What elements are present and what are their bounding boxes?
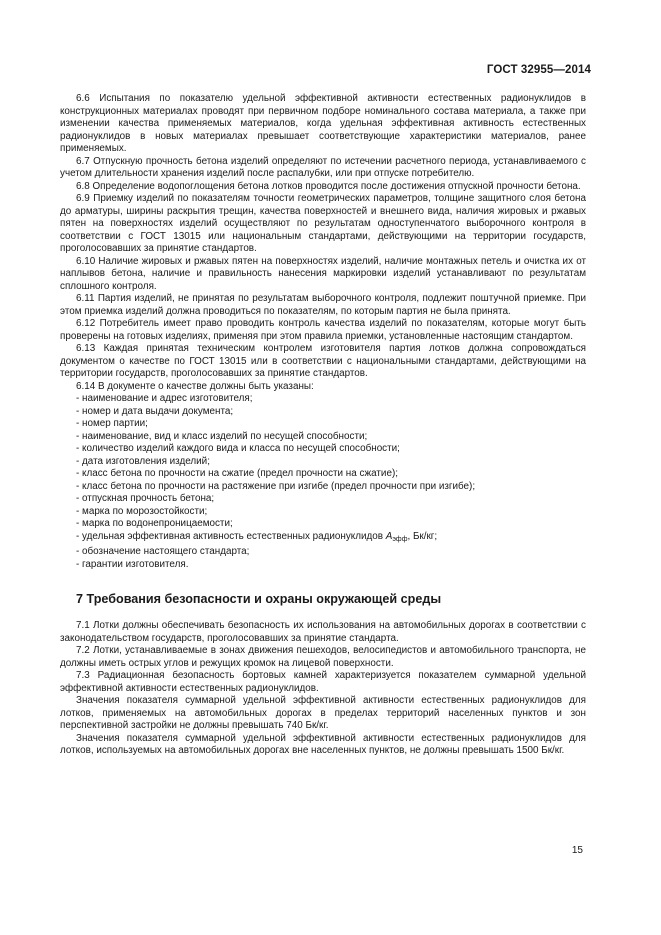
list-item-activity [60,531,586,547]
paragraph-6-7: 6.7 Отпускную прочность бетона изделий определяют по истечении расчетного периода, устанавливаемого с учетом длительности хранения изделий после распалубки, или при отпуске потребителю. [60,155,586,179]
list-item: - марка по морозостойкости; [76,505,208,517]
paragraph-6-6: 6.6 Испытания по показателю удельной эффективной активности естественных радионуклидов в конструкционных материалах проводят при первичном подборе номинального состава материала, а также при изменении качества применяемых материалов, когда удельная эффективная активность естественных радионуклидов в новых материалах превышает соответствующие характеристики материалов, ранее применяемых. [60,93,586,154]
activity-suffix: , Бк/кг; [407,530,438,542]
paragraph-6-10: 6.10 Наличие жировых и ржавых пятен на поверхностях изделий, наличие монтажных петель и очистка их от наплывов бетона, наличие и правильность нанесения маркировки изделий устанавливают по результатам сплошного контроля. [60,255,586,292]
document-code-header: ГОСТ 32955—2014 [486,64,591,76]
list-item: - номер и дата выдачи документа; [76,405,234,417]
paragraph-7-1: 7.1 Лотки должны обеспечивать безопасность их использования на автомобильных дорогах в соответствии с законодательством государств, проголосовавших за принятие стандарта. [60,620,586,644]
list-item: - наименование, вид и класс изделий по несущей способности; [76,430,368,442]
activity-symbol: A [385,530,393,542]
paragraph-6-11: 6.11 Партия изделий, не принятая по результатам выборочного контроля, подлежит поштучной приемке. При этом приемка изделий должна проводиться по показателям, по которым партия не была принята. [60,293,586,317]
list-item: - количество изделий каждого вида и класса по несущей способности; [76,443,400,454]
paragraph-7-3-values-rural: Значения показателя суммарной удельной эффективной активности естественных радионуклидов для лотков, используемых на автомобильных дорогах вне населенных пунктов, не должны превышать 1500 Бк/кг. [60,732,586,756]
paragraph-6-8: 6.8 Определение водопоглощения бетона лотков проводится после достижения отпускной прочности бетона. [76,180,581,192]
paragraph-6-13: 6.13 Каждая принятая техническим контролем изготовителя партия лотков должна сопровождаться документом о качестве по ГОСТ 13015 или в соответствии с национальными стандартами, действующими на территории государств, проголосовавших за принятие стандартов. [60,343,586,379]
paragraph-7-2: 7.2 Лотки, устанавливаемые в зонах движения пешеходов, велосипедистов и автомобильного транспорта, не должны иметь острых углов и режущих кромок на лицевой поверхности. [60,645,586,669]
paragraph-7-3-values-urban: Значения показателя суммарной удельной эффективной активности естественных радионуклидов для лотков, применяемых на автомобильных дорогах в пределах территорий населенных пунктов и зон перспективной застройки не должны превышать 740 Бк/кг. [60,695,586,731]
list-item: - номер партии; [76,418,148,429]
activity-subscript: эфф [392,535,408,543]
activity-prefix: - удельная эффективная активность естественных радионуклидов [76,530,386,542]
list-item: - обозначение настоящего стандарта; [76,546,250,557]
list-item: - дата изготовления изделий; [76,455,210,467]
document-body [60,93,586,758]
list-item: - класс бетона по прочности на растяжение при изгибе (предел прочности при изгибе); [76,480,476,492]
paragraph-7-3: 7.3 Радиационная безопасность бортовых камней характеризуется показателем суммарной удельной эффективной активности естественных радионуклидов. [60,670,586,694]
paragraph-6-9: 6.9 Приемку изделий по показателям точности геометрических параметров, толщине защитного слоя бетона до арматуры, ширины раскрытия трещин, качества поверхностей и внешнего вида, наличия жировых и ржавых пятен на поверхностях изделий осуществляют по результатам одноступенчатого выборочного контроля в соответствии с ГОСТ 13015 или национальным стандартами, действующими на территории государств, проголосовавших за принятие стандартов. [60,193,586,254]
list-item: - отпускная прочность бетона; [76,493,215,504]
list-item: - класс бетона по прочности на сжатие (предел прочности на сжатие); [76,468,398,479]
page-number: 15 [571,845,583,856]
section-7-heading: 7 Требования безопасности и охраны окружающей среды [76,592,442,606]
list-item: - марка по водонепроницаемости; [76,518,233,529]
list-item: - гарантии изготовителя. [76,558,189,570]
paragraph-6-14-intro: 6.14 В документе о качестве должны быть указаны: [76,380,314,392]
list-item: - наименование и адрес изготовителя; [76,393,253,404]
paragraph-6-12: 6.12 Потребитель имеет право проводить контроль качества изделий по показателям, которые могут быть проверены на готовых изделиях, применяя при этом правила приемки, установленные настоящим стандартом. [60,318,586,342]
